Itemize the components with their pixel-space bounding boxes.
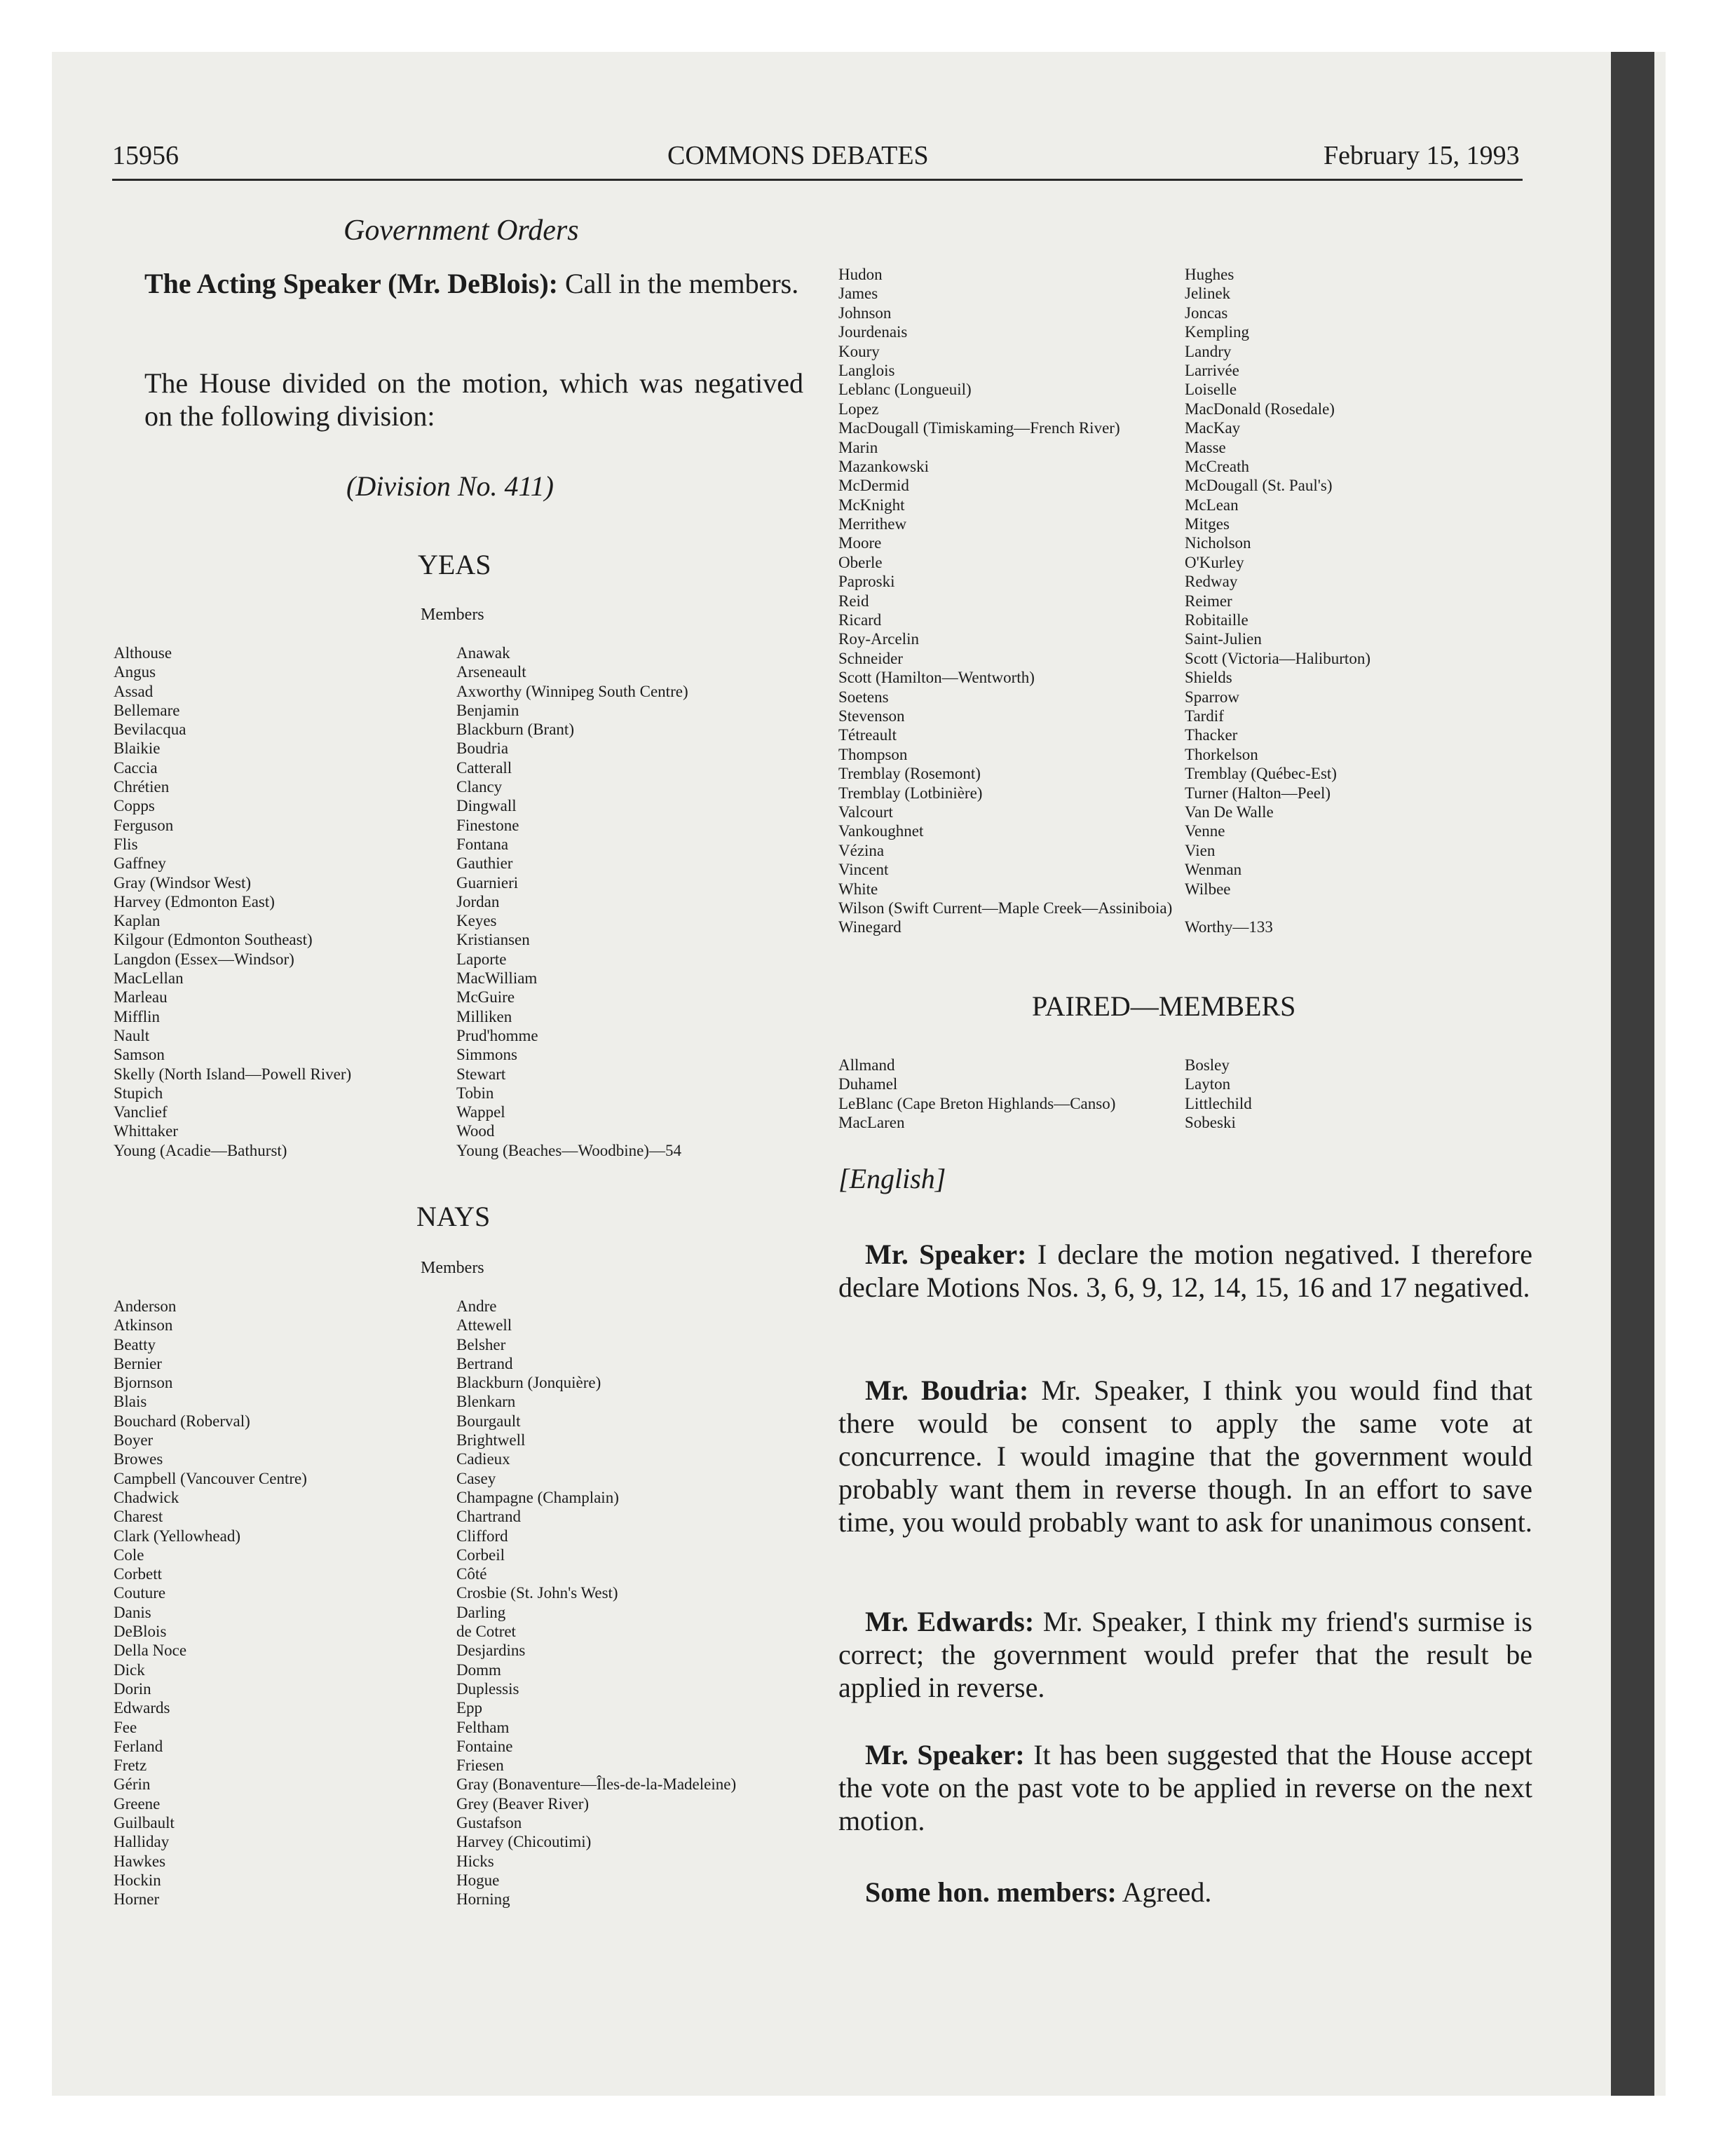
member-name: Thompson [838,745,908,763]
member-name: Friesen [456,1756,504,1775]
member-name: Layton [1185,1075,1231,1093]
speaker-name: Some hon. members: [865,1876,1117,1908]
member-name: Wood [456,1122,495,1140]
member-name: Schneider [838,649,903,667]
member-name: Sobeski [1185,1114,1236,1132]
member-name: Masse [1185,438,1226,456]
member-name: Winegard [838,918,901,936]
member-name: Fee [114,1718,137,1736]
member-name: Duhamel [838,1075,898,1093]
paragraph-speaker-4 [838,1738,1532,1837]
speech-text: Call in the members. [564,268,799,299]
member-name: Keyes [456,912,497,930]
speaker-name: Mr. Edwards: [865,1606,1035,1637]
member-name: Anderson [114,1297,177,1315]
member-name: Blenkarn [456,1393,516,1411]
member-name: Althouse [114,644,172,662]
member-name: Bourgault [456,1412,521,1430]
member-name: Roy-Arcelin [838,630,919,648]
member-name: Côté [456,1565,487,1583]
member-name: Prud'homme [456,1026,538,1044]
member-name: Wilson (Swift Current—Maple Creek—Assiniboia) [838,899,1173,917]
member-name: LeBlanc (Cape Breton Highlands—Canso) [838,1094,1116,1112]
speech-text: Mr. Speaker, I think you would find that there would be consent to apply the same vote at concurrence. I would imagine that the government would probably want them in reverse though. In an effort to save time, you would probably want to ask for unanimous consent. [838,1374,1533,1538]
header-date: February 15, 1993 [1324,141,1520,170]
member-name: Kaplan [114,912,161,930]
member-name: Arseneault [456,663,526,681]
member-name: MacWilliam [456,969,538,988]
member-name: Tétreault [838,726,897,744]
member-name: MacLaren [838,1114,905,1132]
member-name: Copps [114,797,155,815]
member-name: Shields [1185,669,1232,687]
member-name: Oberle [838,553,883,571]
member-name: McKnight [838,496,905,514]
paired-column-1 [838,1056,1115,1133]
member-name: Allmand [838,1056,895,1074]
member-name: Corbeil [456,1546,505,1564]
member-name: Ricard [838,611,882,629]
member-name: Nault [114,1026,150,1044]
division-number: (Division No. 411) [346,470,554,502]
member-name: Guarnieri [456,873,519,892]
member-name: Ferland [114,1737,163,1755]
member-name: Chartrand [456,1508,521,1526]
member-name: Corbett [114,1565,162,1583]
member-name: Reimer [1185,592,1232,610]
speaker-name: Mr. Speaker: [865,1739,1025,1770]
member-name: Feltham [456,1718,510,1736]
member-name: Beatty [114,1335,156,1353]
member-name: White [838,880,878,898]
member-name: Mitges [1185,515,1230,533]
member-name: Dorin [114,1679,151,1698]
page-number: 15956 [112,141,179,170]
member-name: Kilgour (Edmonton Southeast) [114,931,313,949]
member-name: Guilbault [114,1814,175,1832]
member-name: Flis [114,835,138,853]
member-name: Turner (Halton—Peel) [1185,784,1331,802]
member-name: Epp [456,1699,483,1717]
member-name: Vien [1185,841,1216,859]
nays-column-2 [456,1297,736,1909]
member-name: Horning [456,1890,510,1909]
member-name: Grey (Beaver River) [456,1794,590,1813]
paragraph-speaker-3 [838,1605,1532,1704]
member-name: Van De Walle [1185,803,1274,821]
member-name: Boudria [456,739,509,758]
member-name: de Cotret [456,1623,516,1641]
member-name: Gray (Bonaventure—Îles-de-la-Madeleine) [456,1775,737,1794]
member-name: Hicks [456,1852,494,1870]
member-name: Stupich [114,1084,163,1102]
member-name: Skelly (North Island—Powell River) [114,1065,352,1083]
member-name: Hogue [456,1871,500,1889]
scan-edge-shadow [1611,52,1654,2096]
member-name [1185,899,1370,917]
member-name: Langlois [838,361,895,379]
member-name: Koury [838,342,880,360]
member-name: Bevilacqua [114,721,186,739]
member-name: O'Kurley [1185,553,1244,571]
paragraph-speaker-2 [838,1374,1532,1538]
member-name: Fretz [114,1756,147,1775]
member-name: Blackburn (Jonquière) [456,1374,601,1392]
paragraph-speaker-5 [838,1876,1532,1909]
member-name: Bjornson [114,1374,173,1392]
member-name: Scott (Victoria—Haliburton) [1185,649,1370,667]
member-name: Charest [114,1508,163,1526]
speech-text: I declare the motion negatived. I therefore declare Motions Nos. 3, 6, 9, 12, 14, 15, 16 and 17 negatived. [838,1239,1533,1303]
member-name: Clifford [456,1527,508,1545]
paragraph-division: The House divided on the motion, which was negatived on the following division: [144,367,803,432]
member-name: Brightwell [456,1431,526,1449]
member-name: Axworthy (Winnipeg South Centre) [456,682,688,700]
member-name: Merrithew [838,515,907,533]
member-name: Moore [838,534,882,552]
member-name: Anawak [456,644,510,662]
member-name: Simmons [456,1046,517,1064]
member-name: Jelinek [1185,285,1231,303]
member-name: Bouchard (Roberval) [114,1412,250,1430]
paragraph-speaker-1 [838,1238,1532,1304]
member-name: Clark (Yellowhead) [114,1527,240,1545]
member-name: DeBlois [114,1623,167,1641]
member-name: MacDougall (Timiskaming—French River) [838,419,1120,437]
member-name: Stevenson [838,707,905,725]
member-name: Gray (Windsor West) [114,873,252,892]
member-name: Larrivée [1185,361,1239,379]
member-name: Horner [114,1890,160,1909]
member-name: Duplessis [456,1679,519,1698]
member-name: Andre [456,1297,497,1315]
member-name: Jourdenais [838,323,908,341]
member-name: Dingwall [456,797,517,815]
member-name: MacKay [1185,419,1241,437]
member-name: Halliday [114,1833,170,1851]
member-name: Hawkes [114,1852,166,1870]
member-name: McGuire [456,988,515,1007]
member-name: Landry [1185,342,1232,360]
member-name: Thacker [1185,726,1238,744]
yeas-column-2 [456,643,688,1160]
member-name: Jordan [456,892,500,910]
member-name: Mifflin [114,1007,161,1025]
nays-column-3 [838,265,1172,937]
yeas-column-1 [114,643,351,1160]
member-name: Assad [114,682,154,700]
member-name: Soetens [838,688,889,706]
speaker-name: Mr. Boudria: [865,1374,1029,1406]
member-name: Edwards [114,1699,170,1717]
member-name: Fontaine [456,1737,513,1755]
yeas-subheading: Members [421,606,484,624]
member-name: Darling [456,1603,506,1621]
member-name: Worthy—133 [1185,918,1273,936]
member-name: Kristiansen [456,931,530,949]
member-name: McDermid [838,477,909,495]
member-name: Hudon [838,266,883,283]
member-name: Gaffney [114,854,166,873]
yeas-heading: YEAS [418,549,491,580]
paired-heading: PAIRED—MEMBERS [1032,990,1296,1022]
member-name: Greene [114,1794,161,1813]
member-name: Boyer [114,1431,154,1449]
member-name: Hughes [1185,266,1234,283]
member-name: Crosbie (St. John's West) [456,1584,618,1602]
member-name: Vézina [838,841,885,859]
member-name: Loiselle [1185,381,1237,399]
member-name: Bertrand [456,1354,513,1372]
member-name: Gauthier [456,854,513,873]
member-name: Dick [114,1660,145,1679]
member-name: Hockin [114,1871,161,1889]
member-name: Wilbee [1185,880,1231,898]
member-name: Redway [1185,573,1238,591]
member-name: Casey [456,1469,496,1487]
speaker-name: The Acting Speaker (Mr. DeBlois): [144,268,558,299]
nays-column-4 [1185,265,1370,937]
member-name: Blackburn (Brant) [456,721,574,739]
member-name: Lopez [838,400,879,418]
member-name: Cole [114,1546,144,1564]
member-name: Clancy [456,778,503,796]
paragraph-call-members [144,267,803,300]
member-name: Atkinson [114,1316,173,1335]
member-name: Stewart [456,1065,506,1083]
member-name: MacLellan [114,969,184,988]
member-name: Paproski [838,573,895,591]
running-title: COMMONS DEBATES [667,141,929,170]
member-name: Desjardins [456,1642,526,1660]
member-name: Campbell (Vancouver Centre) [114,1469,307,1487]
member-name: Scott (Hamilton—Wentworth) [838,669,1035,687]
member-name: Browes [114,1450,163,1468]
nays-heading: NAYS [416,1201,491,1232]
member-name: Wenman [1185,861,1242,879]
member-name: Fontana [456,835,509,853]
member-name: Belsher [456,1335,506,1353]
member-name: James [838,285,878,303]
member-name: Mazankowski [838,457,930,475]
member-name: Gérin [114,1775,151,1794]
member-name: Robitaille [1185,611,1248,629]
member-name: Chadwick [114,1488,179,1506]
member-name: Whittaker [114,1122,178,1140]
speech-text: Agreed. [1122,1876,1212,1908]
member-name: Reid [838,592,869,610]
nays-column-1 [114,1297,307,1909]
member-name: Young (Beaches—Woodbine)—54 [456,1141,681,1159]
member-name: Tremblay (Lotbinière) [838,784,983,802]
member-name: Tardif [1185,707,1224,725]
header-rule [112,179,1523,181]
member-name: Nicholson [1185,534,1251,552]
speaker-name: Mr. Speaker: [865,1239,1027,1270]
member-name: Catterall [456,758,512,777]
member-name: Harvey (Chicoutimi) [456,1833,592,1851]
member-name: Milliken [456,1007,512,1025]
member-name: Cadieux [456,1450,510,1468]
member-name: Kempling [1185,323,1249,341]
member-name: Langdon (Essex—Windsor) [114,950,294,968]
member-name: Young (Acadie—Bathurst) [114,1141,287,1159]
member-name: Della Noce [114,1642,187,1660]
member-name: Tremblay (Québec-Est) [1185,765,1337,783]
member-name: Vankoughnet [838,822,924,840]
section-title: Government Orders [343,214,579,247]
member-name: McCreath [1185,457,1249,475]
member-name: Bernier [114,1354,162,1372]
paired-column-2 [1185,1056,1252,1133]
member-name: Bosley [1185,1056,1230,1074]
member-name: Finestone [456,816,519,834]
member-name: MacDonald (Rosedale) [1185,400,1335,418]
member-name: Valcourt [838,803,893,821]
member-name: Attewell [456,1316,512,1335]
member-name: Caccia [114,758,158,777]
member-name: Bellemare [114,701,180,719]
member-name: Harvey (Edmonton East) [114,892,275,910]
member-name: Marin [838,438,878,456]
member-name: Blaikie [114,739,161,758]
member-name: Johnson [838,303,892,322]
member-name: Marleau [114,988,168,1007]
speech-text: It has been suggested that the House accept the vote on the past vote to be applied in reverse on the next motion. [838,1739,1532,1836]
member-name: Vincent [838,861,889,879]
member-name: Vanclief [114,1103,168,1121]
member-name: Laporte [456,950,507,968]
member-name: Tobin [456,1084,494,1102]
member-name: Benjamin [456,701,519,719]
member-name: Tremblay (Rosemont) [838,765,981,783]
member-name: Leblanc (Longueuil) [838,381,972,399]
member-name: Sparrow [1185,688,1239,706]
member-name: Gustafson [456,1814,522,1832]
member-name: McDougall (St. Paul's) [1185,477,1333,495]
member-name: Couture [114,1584,166,1602]
member-name: Saint-Julien [1185,630,1262,648]
member-name: Angus [114,663,156,681]
member-name: Thorkelson [1185,745,1258,763]
member-name: Domm [456,1660,501,1679]
speech-text: Mr. Speaker, I think my friend's surmise is correct; the government would prefer that the result be applied in reverse. [838,1606,1532,1703]
member-name: Danis [114,1603,151,1621]
nays-subheading: Members [421,1259,484,1277]
member-name: Wappel [456,1103,505,1121]
member-name: Champagne (Champlain) [456,1488,619,1506]
member-name: McLean [1185,496,1239,514]
member-name: Venne [1185,822,1225,840]
member-name: Samson [114,1046,165,1064]
member-name: Chrétien [114,778,170,796]
member-name: Littlechild [1185,1094,1252,1112]
member-name: Ferguson [114,816,174,834]
member-name: Joncas [1185,303,1228,322]
member-name: Blais [114,1393,147,1411]
language-tag: [English] [838,1163,946,1194]
